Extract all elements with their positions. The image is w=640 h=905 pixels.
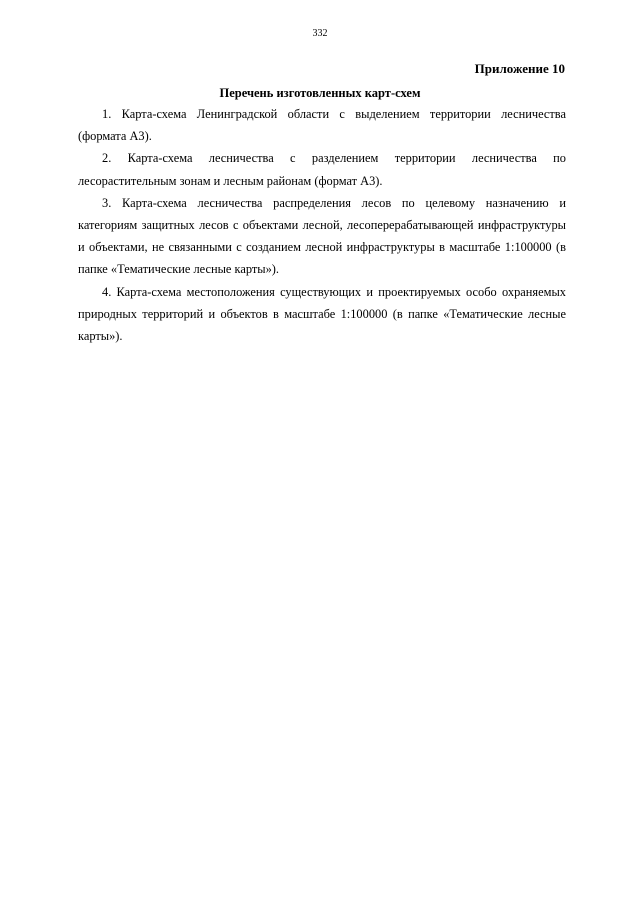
page-number: 332 — [312, 28, 328, 39]
list-heading: Перечень изготовленных карт-схем — [219, 86, 421, 100]
list-item: 2. Карта-схема лесничества с разделением территории лесничества по лесорастительным зонам и лесным районам (формат А3). — [78, 151, 566, 188]
list-item: 3. Карта-схема лесничества распределения лесов по целевому назначению и категориям защитных лесов с объектами лесной, лесоперерабатывающей инфраструктуры и объектами, не связанными с созданием лесной инфраструктуры в масштабе 1:100000 (в папке «Тематические лесные карты»). — [78, 195, 566, 277]
map-list — [78, 103, 566, 347]
list-item: 4. Карта-схема местоположения существующих и проектируемых особо охраняемых природных территорий и объектов в масштабе 1:100000 (в папке «Тематические лесные карты»). — [78, 284, 566, 344]
appendix-label: Приложение 10 — [474, 61, 565, 76]
list-item: 1. Карта-схема Ленинградской области с выделением территории лесничества (формата А3). — [78, 107, 566, 144]
